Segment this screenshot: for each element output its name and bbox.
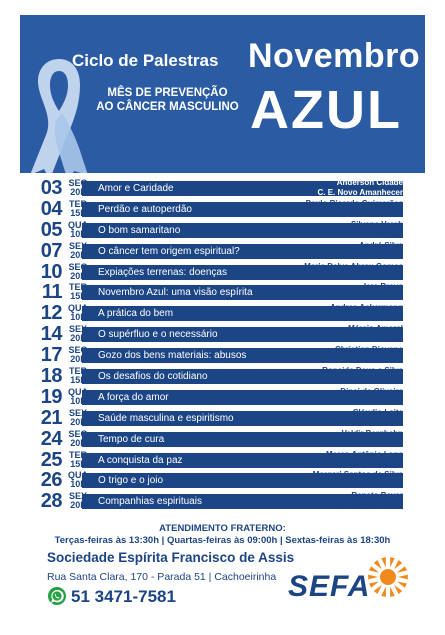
lecture-day: 25: [40, 448, 62, 471]
lecture-speaker: André Silva: [358, 240, 403, 250]
lecture-row: [20, 491, 425, 512]
lecture-speaker: Christian Diovane: [334, 345, 403, 355]
lecture-topic: O bom samaritano: [98, 224, 181, 236]
lecture-speaker-org: SEFA: [382, 480, 403, 490]
lecture-weekday: SEX: [68, 240, 87, 251]
lecture-speaker-org: S. E. A Caminho da Luz: [314, 376, 403, 386]
sun-ray: [369, 566, 379, 572]
lecture-speaker-org: SEFA: [382, 229, 403, 239]
address: Rua Santa Clara, 170 - Parada 51 | Cachoeirinha: [47, 571, 277, 583]
sun-ray: [397, 581, 407, 587]
lecture-time: 10h: [70, 312, 86, 323]
lecture-row: [20, 387, 425, 408]
lecture-weekday: TER: [69, 366, 87, 377]
lecture-topic: Companhias espirituais: [98, 496, 202, 508]
sun-ray: [397, 566, 407, 572]
lecture-day: 07: [40, 239, 62, 262]
lecture-time: 20h: [70, 416, 86, 427]
lecture-row: [20, 220, 425, 241]
poster: [20, 15, 425, 627]
lecture-time: 20h: [70, 187, 86, 197]
lecture-row: [20, 178, 425, 199]
lecture-speaker-org: C. E. Novo Amanhecer: [317, 188, 403, 197]
lecture-day: 05: [40, 218, 62, 241]
lecture-topic: Expiações terrenas: doenças: [98, 266, 227, 278]
lecture-time: 15h: [70, 375, 86, 386]
lecture-weekday: QUA: [68, 470, 88, 481]
sun-ray: [374, 560, 382, 569]
lecture-day: 28: [40, 490, 62, 513]
lecture-row: [20, 366, 425, 387]
lecture-weekday: TER: [69, 198, 87, 209]
lecture-time: 10h: [70, 479, 86, 490]
lecture-day: 19: [40, 385, 62, 408]
lecture-day: 10: [40, 260, 62, 283]
lecture-speaker: Paulo Ricardo Guimarães: [305, 198, 403, 208]
sun-ray: [381, 587, 386, 597]
lecture-day: 17: [40, 344, 62, 367]
lecture-topic: Gozo dos bens materiais: abusos: [98, 350, 247, 362]
lecture-speaker: Renato Bayer: [351, 491, 403, 501]
lecture-row: [20, 199, 425, 220]
lecture-topic: Saúde masculina e espiritismo: [98, 412, 234, 424]
attendance-hours: Terças-feiras às 13:30h | Quartas-feiras às 09:00h | Sextas-feiras às 18:30h: [54, 535, 391, 546]
lecture-day: 03: [40, 177, 62, 199]
lecture-row: [20, 241, 425, 262]
lecture-speaker: Valdir Berghahn: [341, 428, 403, 438]
header-banner: [20, 15, 425, 173]
lecture-speaker: Cláudio Leite: [352, 407, 403, 417]
lecture-speaker: Maria Dalva Abreu Gomes: [304, 261, 403, 271]
lecture-weekday: QUA: [68, 219, 88, 230]
sun-ray: [381, 557, 386, 567]
lecture-row: [20, 470, 425, 491]
lecture-day: 26: [40, 469, 62, 492]
lecture-time: 15h: [70, 458, 86, 469]
lecture-time: 10h: [70, 228, 86, 239]
lecture-speaker: Roneide Deus e Silva: [322, 366, 403, 376]
lecture-topic: Amor e Caridade: [98, 183, 174, 194]
lecture-topic: O trigo e o joio: [98, 475, 164, 487]
lecture-weekday: TER: [69, 449, 87, 460]
lecture-weekday: SEX: [68, 324, 87, 335]
lecture-speaker: Dinei de Oliveira: [340, 386, 403, 396]
whatsapp-icon: [47, 586, 67, 606]
lecture-day: 18: [40, 365, 62, 388]
lecture-speaker-org: S. E. Amor e Caridade: [319, 459, 403, 469]
lecture-day: 14: [40, 323, 62, 346]
lecture-topic: A prática do bem: [98, 308, 174, 320]
lecture-time: 20h: [70, 333, 86, 344]
lecture-speaker: Iara Bravo: [363, 282, 403, 292]
lecture-speaker-org: S. E. Vinha de Luz: [334, 501, 403, 511]
lecture-topic: O câncer tem origem espiritual?: [98, 245, 240, 257]
lecture-weekday: SEG: [68, 261, 88, 272]
lecture-weekday: QUA: [68, 386, 88, 397]
cycle-title: Ciclo de Palestras: [72, 51, 219, 70]
lecture-speaker: Margari Santos da Silva: [312, 470, 403, 480]
lecture-weekday: SEG: [68, 345, 88, 356]
lecture-day: 21: [40, 406, 62, 429]
lecture-topic: A conquista da paz: [98, 454, 183, 466]
lecture-topic: A força do amor: [98, 391, 169, 403]
lecture-time: 20h: [70, 437, 86, 448]
phone-number: 51 3471-7581: [71, 587, 176, 606]
lecture-time: 10h: [70, 395, 86, 406]
lecture-speaker-org: SEFA: [382, 396, 403, 406]
lecture-speaker-org: G. E. Caminho, Verdade e Vida: [287, 208, 403, 218]
lecture-speaker: Marco Antônio Lago: [325, 449, 403, 459]
lecture-time: 15h: [70, 291, 86, 302]
lecture-time: 20h: [70, 500, 86, 511]
lecture-speaker-org: SEFA: [382, 417, 403, 427]
lecture-row: [20, 429, 425, 450]
lecture-day: 04: [40, 197, 62, 220]
lecture-weekday: SEX: [68, 407, 87, 418]
sun-ray: [369, 581, 379, 587]
lecture-day: 24: [40, 427, 62, 450]
lecture-topic: Perdão e autoperdão: [98, 203, 192, 215]
lecture-schedule: [20, 178, 425, 512]
lecture-topic: Tempo de cura: [98, 433, 165, 445]
azul-title: AZUL: [250, 80, 402, 140]
lecture-speaker: Anderson Cidade: [336, 178, 403, 187]
lecture-speaker-org: SEFA: [382, 334, 403, 344]
lecture-speaker-org: SEFA: [382, 292, 403, 302]
lecture-day: 12: [40, 302, 62, 325]
lecture-time: 20h: [70, 270, 86, 281]
sun-ray: [394, 585, 402, 594]
lecture-topic: O supérfluo e o necessário: [98, 329, 218, 341]
lecture-speaker: Andres Ackermann: [329, 303, 403, 313]
lecture-row: [20, 324, 425, 345]
sun-ray: [394, 560, 402, 569]
lecture-topic: Os desafios do cotidiano: [98, 371, 208, 383]
lecture-weekday: SEG: [68, 178, 88, 188]
lecture-row: [20, 450, 425, 471]
lecture-time: 15h: [70, 207, 86, 218]
lecture-row: [20, 408, 425, 429]
lecture-row: [20, 262, 425, 283]
lecture-weekday: QUA: [68, 303, 88, 314]
lecture-time: 20h: [70, 249, 86, 260]
sefa-logo: SEFA: [288, 570, 371, 603]
lecture-row: [20, 345, 425, 366]
prevention-line-1: MÊS DE PREVENÇÃO: [107, 87, 228, 99]
prevention-line-2: AO CÂNCER MASCULINO: [96, 101, 239, 113]
lecture-weekday: TER: [69, 282, 87, 293]
attendance-title: ATENDIMENTO FRATERNO:: [159, 523, 286, 534]
sun-ray: [398, 575, 408, 580]
sun-ray: [390, 587, 395, 597]
lecture-topic: Novembro Azul: uma visão espírita: [98, 287, 253, 299]
lecture-speaker: Silvane Verch: [350, 219, 403, 229]
lecture-weekday: SEG: [68, 428, 88, 439]
lecture-day: 11: [41, 281, 62, 304]
sun-ray: [374, 585, 382, 594]
lecture-speaker-org: SEFA: [382, 271, 403, 281]
lecture-row: [20, 282, 425, 303]
lecture-row: [20, 303, 425, 324]
lecture-speaker-org: SEFA: [382, 250, 403, 260]
lecture-weekday: SEX: [68, 491, 87, 502]
lecture-speaker-org: S. E. Vinha de Luz: [334, 355, 403, 365]
lecture-time: 20h: [70, 354, 86, 365]
lecture-speaker: Márcio Amaral: [348, 324, 403, 334]
society-name: Sociedade Espírita Francisco de Assis: [47, 550, 295, 565]
sun-ray: [390, 557, 395, 567]
lecture-speaker-org: SEFA: [382, 438, 403, 448]
lecture-speaker-org: S. E. Amor e Fraternidade: [305, 313, 403, 323]
month-title: Novembro: [248, 37, 421, 75]
